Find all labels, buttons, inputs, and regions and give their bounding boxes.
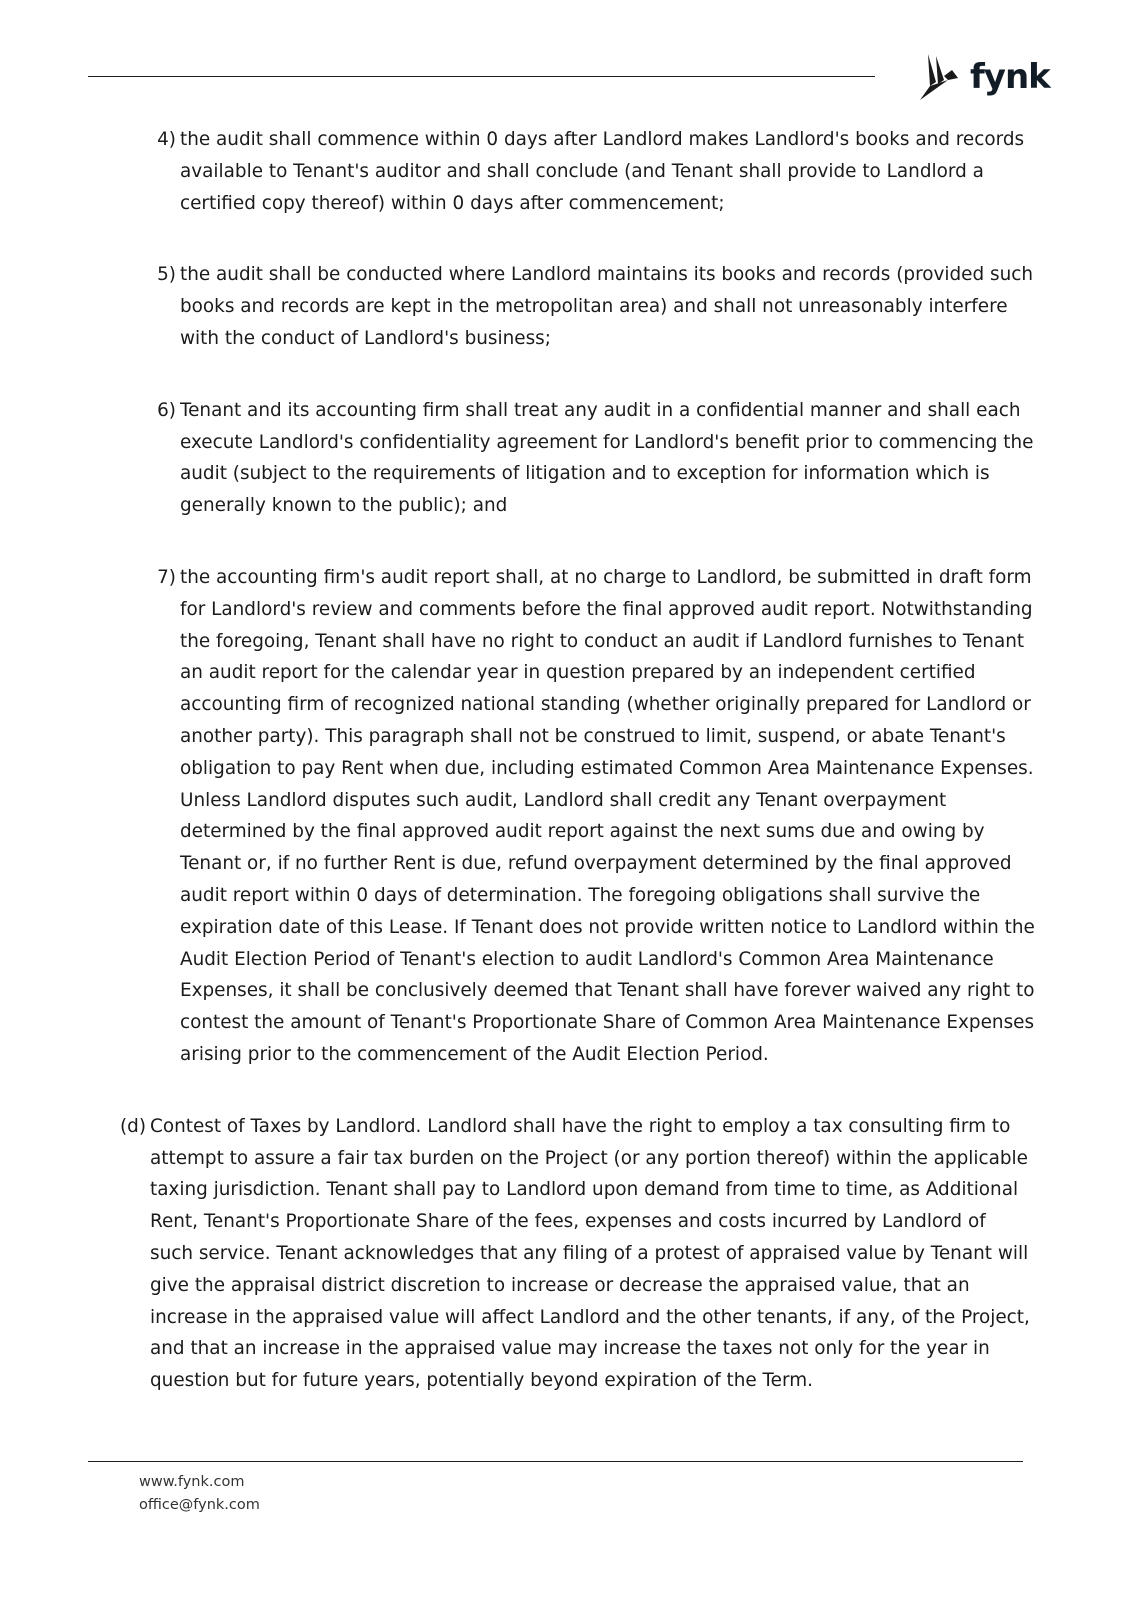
item-text: the audit shall be conducted where Landlord maintains its books and records (provided such books and records are kept in the metropolitan area) and shall not unreasonably interfere with the conduct of Landlord's business;	[180, 264, 1033, 349]
header-divider	[88, 76, 875, 77]
item-number: 7)	[157, 566, 176, 588]
list-item	[0, 124, 1131, 219]
footer-divider	[88, 1461, 1023, 1462]
footer	[139, 1471, 260, 1517]
logo-wordmark: fynk	[970, 57, 1050, 97]
section-d-contest-of-taxes	[0, 1111, 1131, 1397]
section-label: (d)	[119, 1115, 146, 1137]
item-number: 6)	[157, 399, 176, 421]
item-text: the audit shall commence within 0 days after Landlord makes Landlord's books and records available to Tenant's auditor and shall conclude (and Tenant shall provide to Landlord a certified copy thereof) within 0 days after commencement;	[180, 129, 1025, 214]
item-text: the accounting firm's audit report shall, at no charge to Landlord, be submitted in draft form for Landlord's review and comments before the final approved audit report. Notwithstanding the foregoing, Tenant shall have no right to conduct an audit if Landlord furnishes to Tenant an audit report for the calendar year in question prepared by an independent certified accounting firm of recognized national standing (whether originally prepared for Landlord or another party). This paragraph shall not be construed to limit, suspend, or abate Tenant's obligation to pay Rent when due, including estimated Common Area Maintenance Expenses. Unless Landlord disputes such audit, Landlord shall credit any Tenant overpayment determined by the final approved audit report against the next sums due and owing by Tenant or, if no further Rent is due, refund overpayment determined by the final approved audit report within 0 days of determination. The foregoing obligations shall survive the expiration date of this Lease. If Tenant does not provide written notice to Landlord within the Audit Election Period of Tenant's election to audit Landlord's Common Area Maintenance Expenses, it shall be conclusively deemed that Tenant shall have forever waived any right to contest the amount of Tenant's Proportionate Share of Common Area Maintenance Expenses arising prior to the commencement of the Audit Election Period.	[180, 566, 1035, 1065]
item-number: 5)	[157, 264, 176, 286]
paper-bird-icon	[918, 52, 962, 102]
list-item	[0, 395, 1131, 522]
item-number: 4)	[157, 129, 176, 150]
footer-email: office@fynk.com	[139, 1497, 260, 1513]
list-item	[0, 562, 1131, 1071]
item-text: Tenant and its accounting firm shall treat any audit in a confidential manner and shall each execute Landlord's confidentiality agreement for Landlord's benefit prior to commencing the audit (subject to the requirements of litigation and to exception for information which is generally known to the public); and	[180, 399, 1034, 517]
section-text: Contest of Taxes by Landlord. Landlord shall have the right to employ a tax consulting firm to attempt to assure a fair tax burden on the Project (or any portion thereof) within the applicable taxing jurisdiction. Tenant shall pay to Landlord upon demand from time to time, as Additional Rent, Tenant's Proportionate Share of the fees, expenses and costs incurred by Landlord of such service. Tenant acknowledges that any filing of a protest of appraised value by Tenant will give the appraisal district discretion to increase or decrease the appraised value, that an increase in the appraised value will affect Landlord and the other tenants, if any, of the Project, and that an increase in the appraised value may increase the taxes not only for the year in question but for future years, potentially beyond expiration of the Term.	[150, 1115, 1030, 1392]
footer-website: www.fynk.com	[139, 1474, 245, 1490]
list-item	[0, 259, 1131, 354]
fynk-logo	[918, 52, 1050, 102]
document-body	[0, 124, 1131, 1397]
